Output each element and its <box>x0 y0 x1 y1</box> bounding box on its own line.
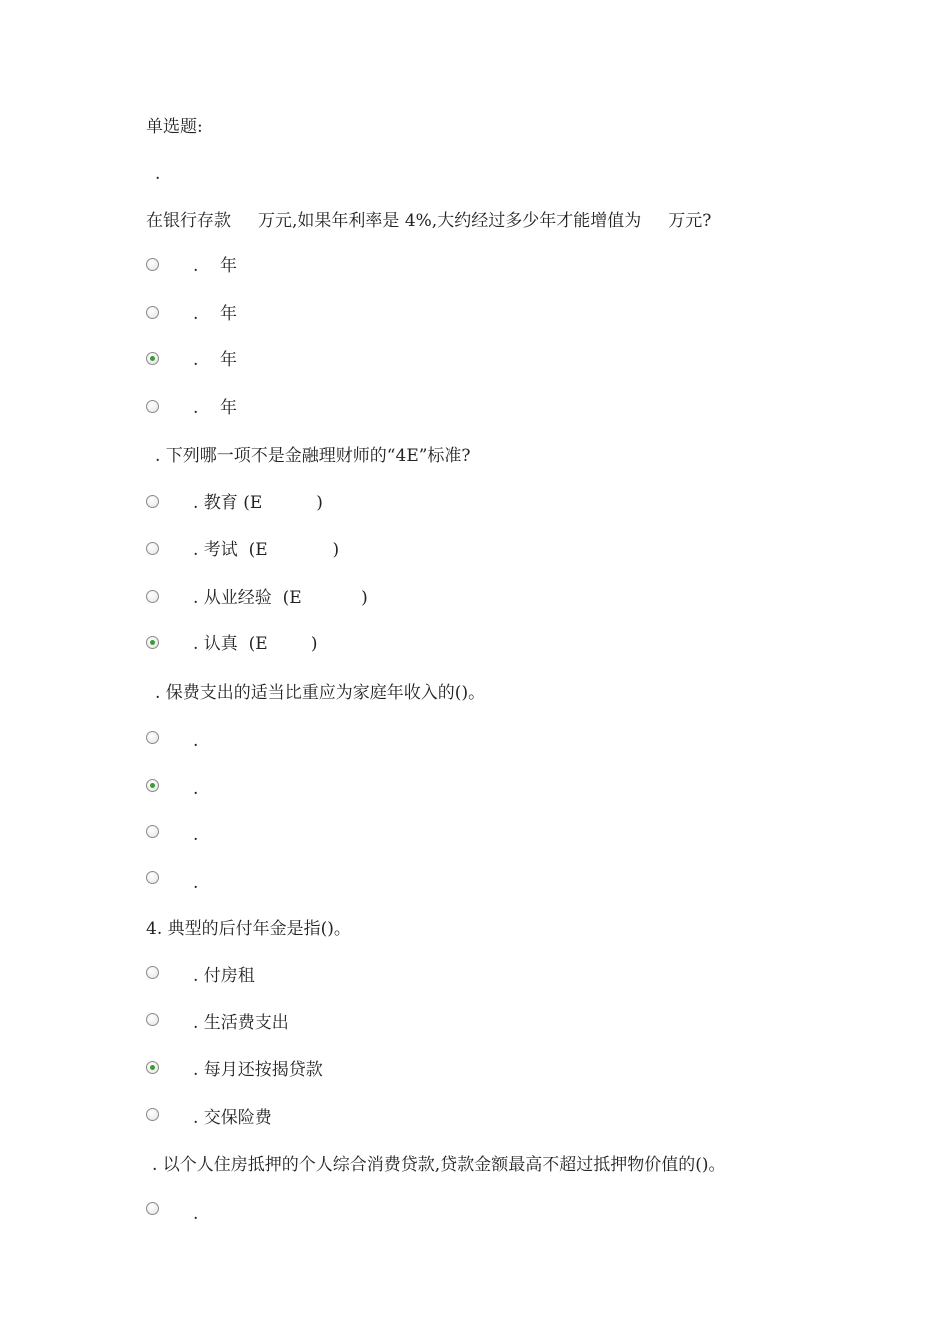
option-label: . 年 <box>193 350 238 370</box>
option-label: . <box>193 779 199 799</box>
radio-button[interactable] <box>146 258 159 271</box>
option-label: . <box>193 873 199 893</box>
option-label: . 认真 (E ) <box>193 634 318 654</box>
option-label: . 交保险费 <box>193 1108 272 1128</box>
radio-button[interactable] <box>146 1061 159 1074</box>
question-5-stem: . 以个人住房抵押的个人综合消费贷款,贷款金额最高不超过抵押物价值的()。 <box>152 1155 726 1175</box>
radio-button[interactable] <box>146 542 159 555</box>
radio-button[interactable] <box>146 871 159 884</box>
radio-button[interactable] <box>146 1108 159 1121</box>
radio-button[interactable] <box>146 779 159 792</box>
radio-button[interactable] <box>146 636 159 649</box>
option-label: . 年 <box>193 256 238 276</box>
radio-button[interactable] <box>146 352 159 365</box>
option-label: . 教育 (E ) <box>193 493 323 513</box>
radio-button[interactable] <box>146 590 159 603</box>
option-label: . 付房租 <box>193 966 255 986</box>
radio-button[interactable] <box>146 306 159 319</box>
question-3-stem: . 保费支出的适当比重应为家庭年收入的()。 <box>155 683 486 703</box>
option-label: . 年 <box>193 398 238 418</box>
radio-button[interactable] <box>146 400 159 413</box>
radio-button[interactable] <box>146 966 159 979</box>
option-label: . 考试 (E ) <box>193 540 340 560</box>
option-label: . <box>193 731 199 751</box>
question-1-number: . <box>155 164 161 184</box>
radio-button[interactable] <box>146 825 159 838</box>
option-label: . <box>193 1204 199 1224</box>
question-1-stem: 在银行存款 万元,如果年利率是 4%,大约经过多少年才能增值为 万元? <box>146 211 712 231</box>
radio-button[interactable] <box>146 731 159 744</box>
radio-button[interactable] <box>146 1013 159 1026</box>
radio-button[interactable] <box>146 1202 159 1215</box>
option-label: . 从业经验 (E ) <box>193 588 368 608</box>
option-label: . 生活费支出 <box>193 1013 289 1033</box>
option-label: . <box>193 825 199 845</box>
question-4-stem: 4. 典型的后付年金是指()。 <box>146 919 351 939</box>
section-title: 单选题: <box>146 117 203 137</box>
radio-button[interactable] <box>146 495 159 508</box>
option-label: . 每月还按揭贷款 <box>193 1060 323 1080</box>
question-2-stem: . 下列哪一项不是金融理财师的“4E”标准? <box>155 446 471 466</box>
option-label: . 年 <box>193 304 238 324</box>
